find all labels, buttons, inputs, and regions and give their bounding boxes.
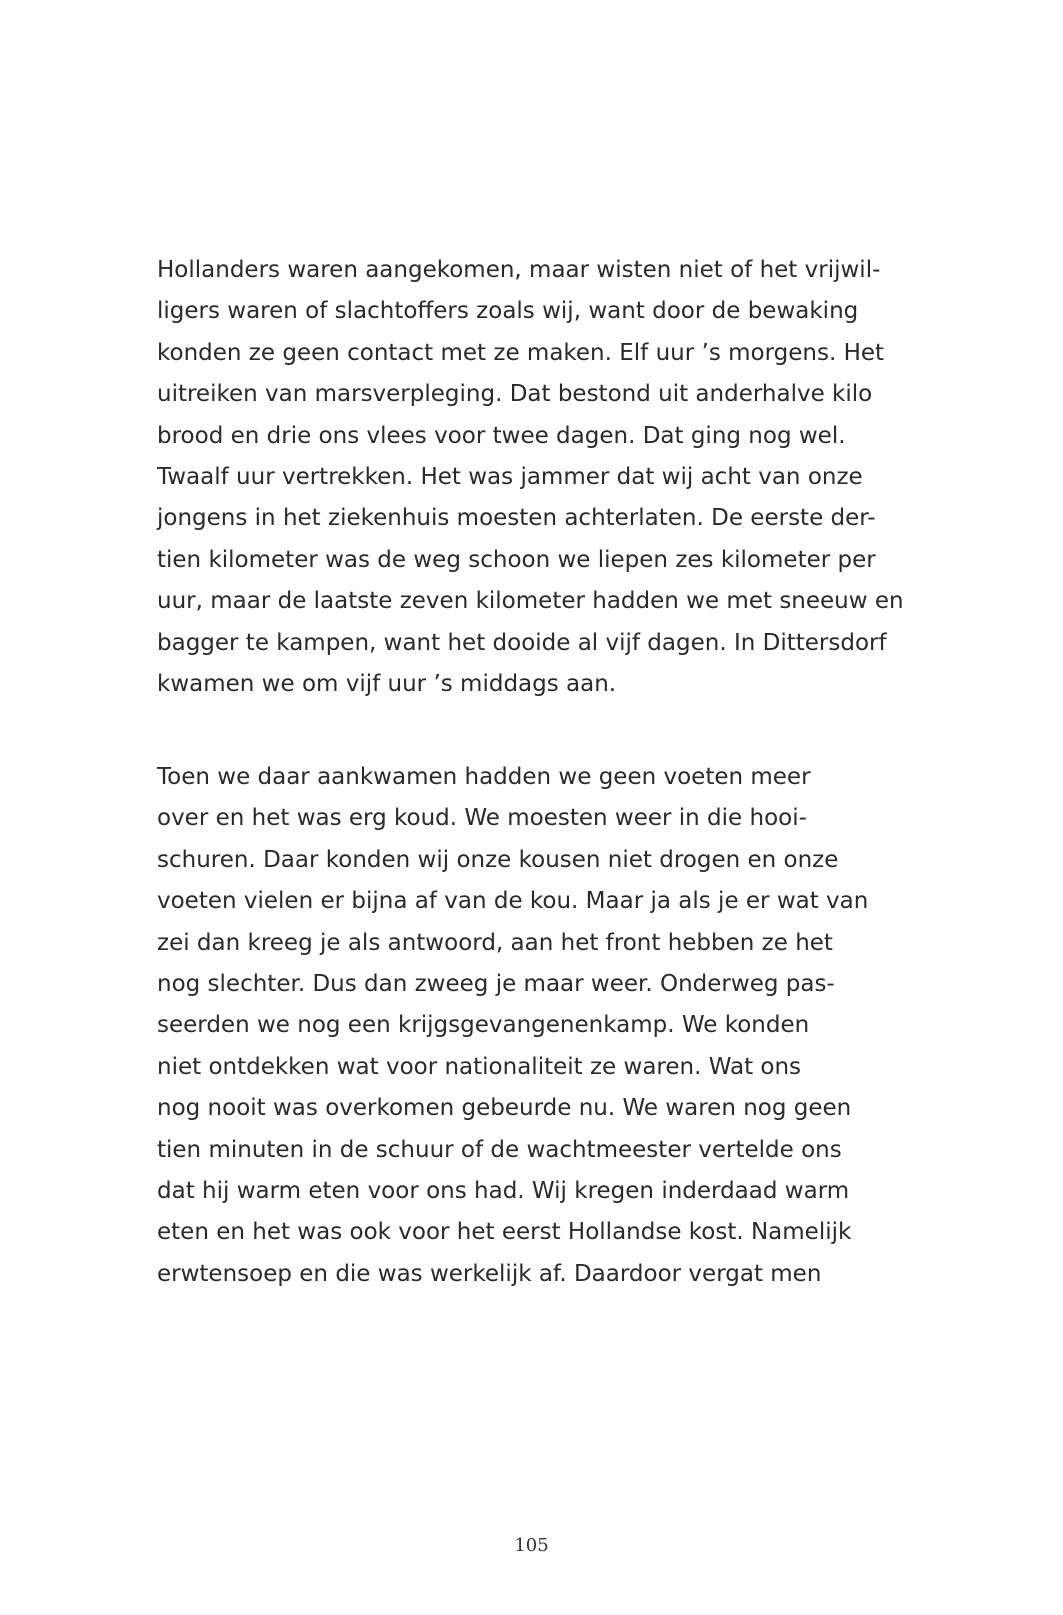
text-line: Hollanders waren aangekomen, maar wisten niet of het vrijwil- xyxy=(157,257,881,283)
text-line: uitreiken van marsverpleging. Dat bestond uit anderhalve kilo xyxy=(157,381,873,408)
paragraph-1 xyxy=(157,250,977,705)
text-line: seerden we nog een krijgsgevangenenkamp. We konden xyxy=(157,1012,810,1039)
text-line: kwamen we om vijf uur ’s middags aan. xyxy=(157,671,617,698)
text-line: jongens in het ziekenhuis moesten achterlaten. De eerste der- xyxy=(157,505,876,532)
text-line: nog slechter. Dus dan zweeg je maar weer. Onderweg pas- xyxy=(157,971,835,998)
text-line: konden ze geen contact met ze maken. Elf uur ’s morgens. Het xyxy=(157,339,885,366)
text-line: voeten vielen er bijna af van de kou. Maar ja als je er wat van xyxy=(157,888,869,915)
paragraph-2 xyxy=(157,757,977,1295)
text-line: schuren. Daar konden wij onze kousen niet drogen en onze xyxy=(157,846,839,873)
text-line: niet ontdekken wat voor nationaliteit ze waren. Wat ons xyxy=(157,1053,802,1080)
text-line: dat hij warm eten voor ons had. Wij kregen inderdaad warm xyxy=(157,1178,850,1205)
text-line: zei dan kreeg je als antwoord, aan het front hebben ze het xyxy=(157,929,833,956)
text-line: Twaalf uur vertrekken. Het was jammer dat wij acht van onze xyxy=(157,464,863,491)
text-line: brood en drie ons vlees voor twee dagen. Dat ging nog wel. xyxy=(157,422,846,449)
text-line: over en het was erg koud. We moesten weer in die hooi- xyxy=(157,805,807,832)
text-line: ligers waren of slachtoffers zoals wij, want door de bewaking xyxy=(157,298,859,325)
text-line: tien kilometer was de weg schoon we liepen zes kilometer per xyxy=(157,546,876,573)
text-line: eten en het was ook voor het eerst Hollandse kost. Namelijk xyxy=(157,1219,852,1246)
text-line: erwtensoep en die was werkelijk af. Daardoor vergat men xyxy=(157,1260,822,1287)
text-line: nog nooit was overkomen gebeurde nu. We waren nog geen xyxy=(157,1095,852,1122)
text-line: tien minuten in de schuur of de wachtmeester vertelde ons xyxy=(157,1136,842,1163)
page-number: 105 xyxy=(514,1535,549,1556)
text-line: Toen we daar aankwamen hadden we geen voeten meer xyxy=(157,764,811,790)
text-line: uur, maar de laatste zeven kilometer hadden we met sneeuw en xyxy=(157,588,904,615)
text-line: bagger te kampen, want het dooide al vijf dagen. In Dittersdorf xyxy=(157,629,887,656)
